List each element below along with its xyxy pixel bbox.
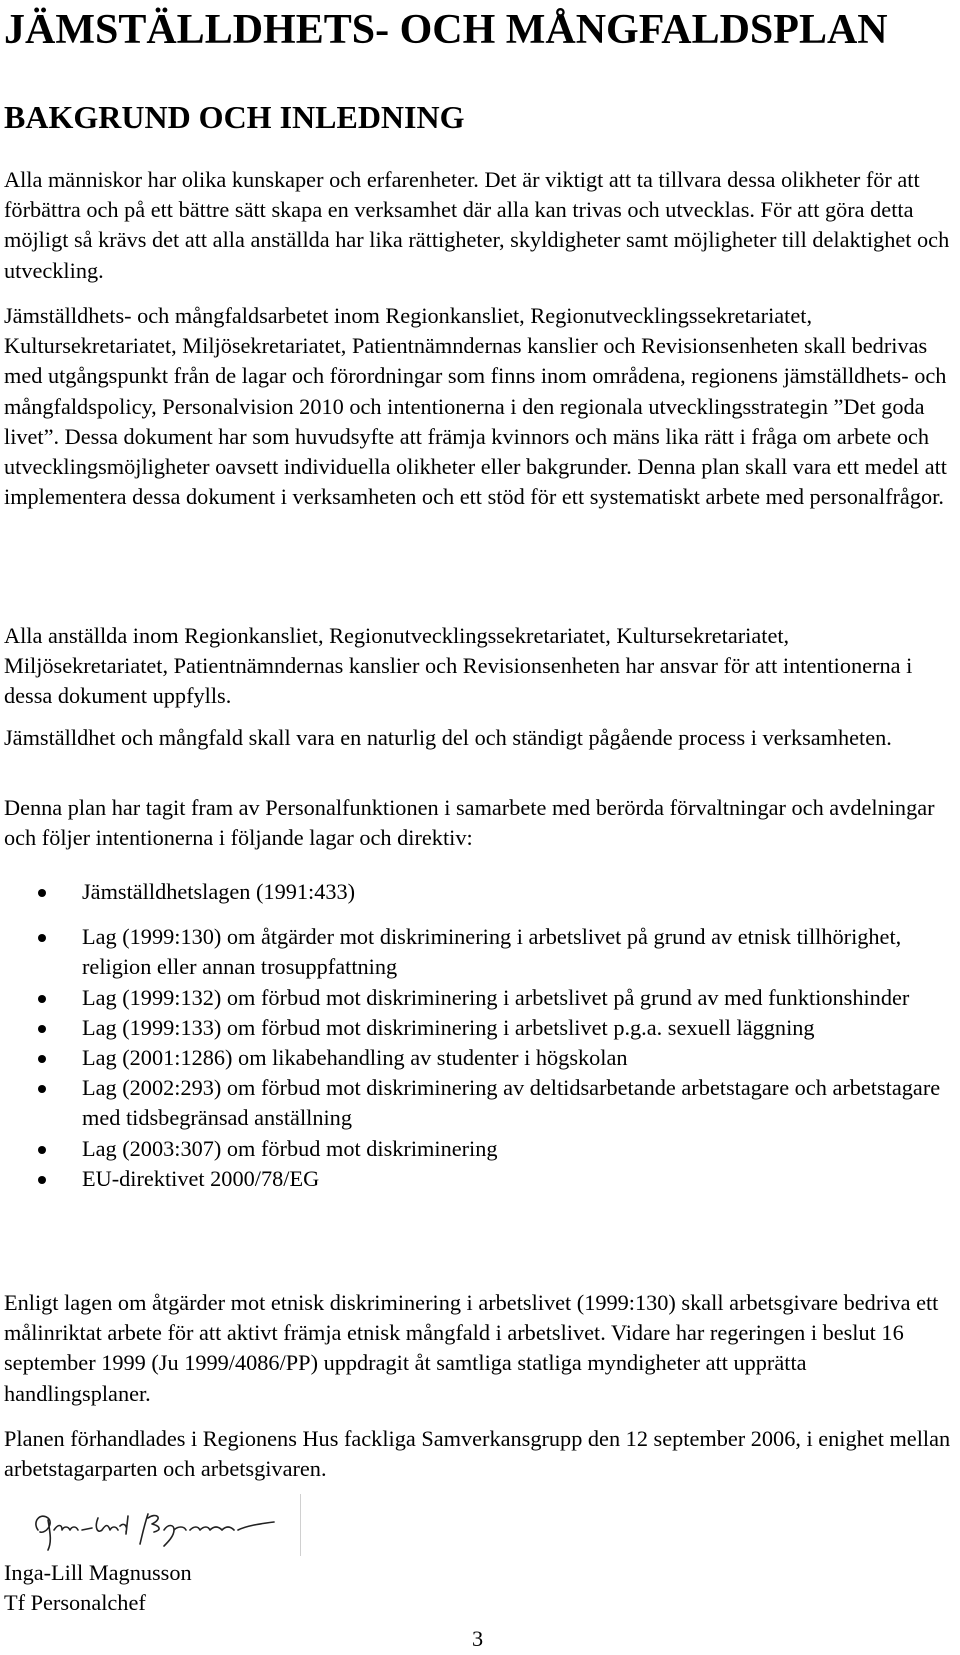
- section-heading: BAKGRUND OCH INLEDNING: [4, 99, 465, 135]
- list-item-text: Lag (2002:293) om förbud mot diskriminering av deltidsarbetande arbetstagare och arbetstagare med tidsbegränsad anställning: [82, 1075, 941, 1131]
- list-item: [0, 1073, 960, 1133]
- paragraph-process: Jämställdhet och mångfald skall vara en naturlig del och ständigt pågående process i verksamheten.: [4, 725, 892, 750]
- paragraph-ethnic-diversity: Enligt lagen om åtgärder mot etnisk diskriminering i arbetslivet (1999:130) skall arbetsgivare bedriva ett målinriktat arbete för att aktivt främja etnisk mångfald i arbetslivet. Vidare har regeringen i beslut 16 september 1999 (Ju 1999/4086/PP) uppdragit åt samtliga statliga myndigheter att upprätta handlingsplaner.: [4, 1290, 939, 1406]
- handwritten-signature: [28, 1496, 288, 1556]
- list-item-text: Lag (2003:307) om förbud mot diskriminering: [82, 1135, 498, 1161]
- list-item: [0, 1013, 960, 1043]
- signer-role: Tf Personalchef: [4, 1590, 146, 1616]
- list-item-text: Lag (2001:1286) om likabehandling av studenter i högskolan: [82, 1045, 628, 1071]
- document-title: JÄMSTÄLLDHETS- OCH MÅNGFALDSPLAN: [4, 7, 888, 53]
- bullet-icon: [38, 1176, 46, 1184]
- list-item-text: Lag (1999:133) om förbud mot diskriminering i arbetslivet p.g.a. sexuell läggning: [82, 1014, 815, 1040]
- signature-divider: [300, 1494, 301, 1556]
- paragraph-intro: Alla människor har olika kunskaper och erfarenheter. Det är viktigt att ta tillvara dessa olikheter för att förbättra och på ett bättre sätt skapa en verksamhet där alla kan trivas och utvecklas. För att göra detta möjligt så krävs det att alla anställda har lika rättigheter, skyldigheter samt möjligheter till delaktighet och utveckling.: [4, 167, 950, 283]
- page-number: 3: [472, 1626, 484, 1651]
- bullet-icon: [38, 1025, 46, 1033]
- list-item: [0, 1134, 960, 1164]
- list-item: [0, 877, 960, 907]
- bullet-icon: [38, 934, 46, 942]
- list-item: [0, 983, 960, 1013]
- list-item: [0, 1164, 960, 1194]
- list-item-text: Jämställdhetslagen (1991:433): [82, 879, 356, 904]
- list-item-text: Lag (1999:132) om förbud mot diskriminering i arbetslivet på grund av med funktionshinder: [82, 984, 910, 1010]
- bullet-icon: [38, 995, 46, 1003]
- signer-block: [4, 1558, 192, 1618]
- signer-name: Inga-Lill Magnusson: [4, 1560, 192, 1585]
- bullet-icon: [38, 1146, 46, 1154]
- paragraph-negotiation: Planen förhandlades i Regionens Hus fackliga Samverkansgrupp den 12 september 2006, i enighet mellan arbetstagarparten och arbetsgivaren.: [4, 1426, 951, 1482]
- list-item: [0, 1043, 960, 1073]
- list-item: [0, 922, 960, 982]
- paragraph-laws-intro: Denna plan har tagit fram av Personalfunktionen i samarbete med berörda förvaltningar och avdelningar och följer intentionerna i följande lagar och direktiv:: [4, 795, 935, 851]
- list-item-text: Lag (1999:130) om åtgärder mot diskriminering i arbetslivet på grund av etnisk tillhörighet, religion eller annan trosuppfattning: [82, 924, 902, 980]
- bullet-icon: [38, 1085, 46, 1093]
- list-item-text: EU-direktivet 2000/78/EG: [82, 1165, 320, 1191]
- laws-list: [0, 877, 960, 1194]
- bullet-icon: [38, 1055, 46, 1063]
- paragraph-responsibility: Alla anställda inom Regionkansliet, Regionutvecklingssekretariatet, Kultursekretariatet, Miljösekretariatet, Patientnämndernas kanslier och Revisionsenheten har ansvar för att intentionerna i dessa dokument uppfylls.: [4, 623, 913, 709]
- paragraph-scope: Jämställdhets- och mångfaldsarbetet inom Regionkansliet, Regionutvecklingssekretariatet, Kultursekretariatet, Miljösekretariatet, Patientnämndernas kanslier och Revisionsenheten skall bedrivas med utgångspunkt från de lagar och förordningar som finns inom områdena, regionens jämställdhets- och mångfaldspolicy, Personalvision 2010 och intentionerna i den regionala utvecklingsstrategin ”Det goda livet”. Dessa dokument har som huvudsyfte att främja kvinnors och mäns lika rätt i fråga om arbete och utvecklingsmöjligheter oavsett individuella olikheter eller bakgrunder. Denna plan skall vara ett medel att implementera dessa dokument i verksamheten och ett stöd för ett systematiskt arbete med personalfrågor.: [4, 303, 947, 510]
- bullet-icon: [38, 889, 46, 897]
